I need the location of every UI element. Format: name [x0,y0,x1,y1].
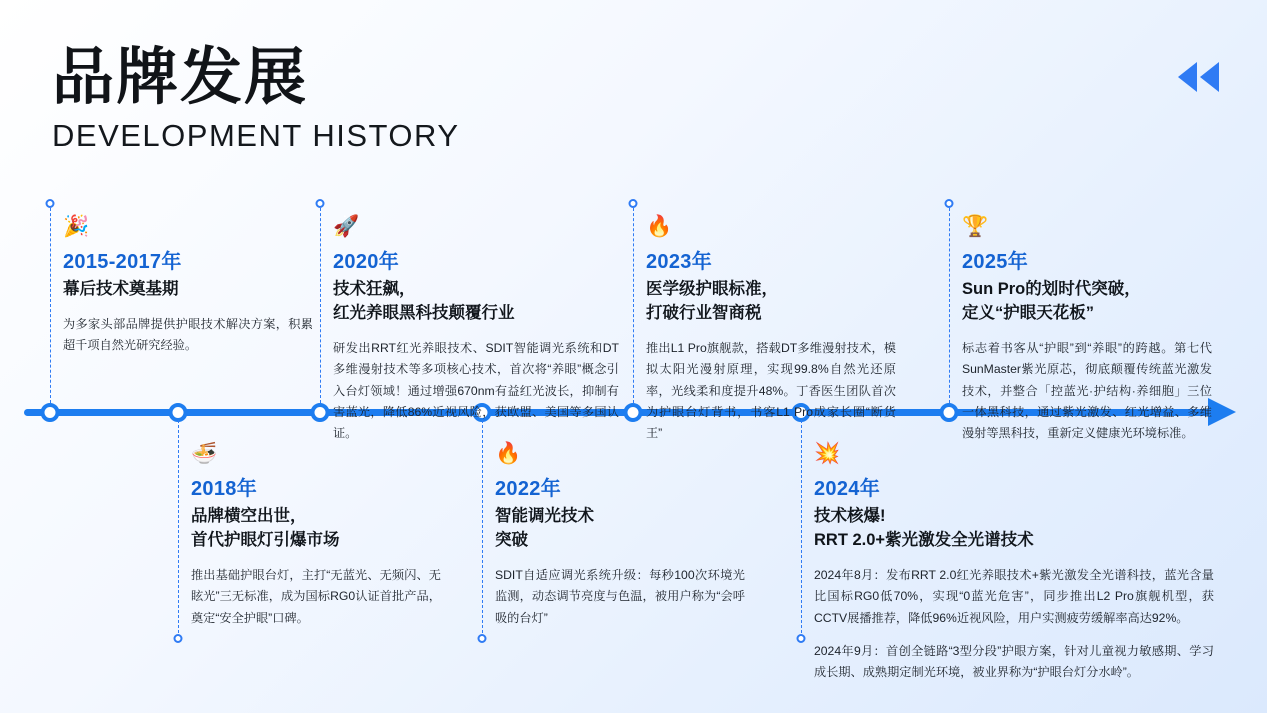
entry-heading: 幕后技术奠基期 [63,280,179,298]
connector-2024 [801,420,802,638]
entry-paragraph: 研发出RRT红光养眼技术、SDIT智能调光系统和DT多维漫射技术等多项核心技术，首次将“养眼”概念引入台灯领域！通过增强670nm有益红光波长，抑制有害蓝光，降低86%近视风险，获欧盟、美国等多国认证。 [333,340,619,441]
entry-year: 2020年 [333,251,399,273]
fire-icon: 🔥 [495,442,522,465]
entry-body [962,338,1212,445]
collision-icon: 💥 [814,442,841,465]
timeline-entry-2020[interactable] [333,216,619,445]
entry-heading: Sun Pro的划时代突破， 定义“护眼天花板” [962,280,1141,322]
trophy-icon: 🏆 [962,215,989,238]
connector-dot-2025 [945,199,954,208]
entry-year: 2015-2017年 [63,251,182,273]
entry-heading: 技术核爆! RRT 2.0+紫光激发全光谱技术 [814,507,1034,549]
entry-paragraph: 2024年8月：发布RRT 2.0红光养眼技术+紫光激发全光谱科技，蓝光含量比国标RG0低70%，实现“0蓝光危害”，同步推出L2 Pro旗舰机型，获CCTV展播推荐，降低96%近视风险，用户实测疲劳缓解率高达92%。 [814,567,1214,625]
connector-2020 [320,203,321,403]
title-english: DEVELOPMENT HISTORY [52,118,460,154]
entry-body [495,565,745,629]
title-chinese: 品牌发展 [52,43,309,112]
timeline-entry-2023[interactable] [646,216,896,445]
timeline-axis-arrow [1208,398,1236,426]
connector-2015 [50,203,51,403]
timeline-node-2015[interactable] [41,403,60,422]
entry-heading: 医学级护眼标准， 打破行业智商税 [646,280,778,322]
connector-dot-2022 [478,634,487,643]
entry-year: 2024年 [814,478,880,500]
entry-body [646,338,896,445]
rewind-triangle-left [1178,62,1197,92]
entry-heading: 智能调光技术 突破 [495,507,594,549]
timeline-entry-2015[interactable] [63,216,313,357]
entry-paragraph: 标志着书客从“护眼”到“养眼”的跨越。第七代SunMaster紫光原芯，彻底颠覆传统蓝光激发技术，并整合「控蓝光·护结构·养细胞」三位一体黑科技，通过紫光激发、红光增益、多维漫射等黑科技，重新定义健康光环境标准。 [962,340,1212,441]
fire-icon: 🔥 [646,215,673,238]
entry-paragraph: 推出基础护眼台灯，主打“无蓝光、无频闪、无眩光”三无标准，成为国标RG0认证首批产品，奠定“安全护眼”口碑。 [191,567,441,625]
connector-dot-2020 [316,199,325,208]
timeline-entry-2024[interactable] [814,443,1214,684]
connector-dot-2018 [174,634,183,643]
entry-body [333,338,619,445]
entry-heading: 品牌横空出世， 首代护眼灯引爆市场 [191,507,340,549]
entry-paragraph: 推出L1 Pro旗舰款，搭载DT多维漫射技术，模拟太阳光漫射原理，实现99.8%自然光还原率，光线柔和度提升48%。丁香医生团队首次为护眼台灯背书，书客L1 Pro成家长圈“断货王” [646,340,896,441]
party-popper-icon: 🎉 [63,215,90,238]
page-title [52,44,460,154]
entry-paragraph: 为多家头部品牌提供护眼技术解决方案，积累超千项自然光研究经验。 [63,316,313,353]
timeline-node-2025[interactable] [940,403,959,422]
timeline-node-2023[interactable] [624,403,643,422]
entry-paragraph: SDIT自适应调光系统升级：每秒100次环境光监测，动态调节亮度与色温，被用户称为“会呼吸的台灯” [495,567,745,625]
entry-year: 2023年 [646,251,712,273]
timeline-node-2020[interactable] [311,403,330,422]
noodles-icon: 🍜 [191,442,218,465]
connector-2022 [482,420,483,638]
entry-year: 2022年 [495,478,561,500]
connector-dot-2023 [629,199,638,208]
entry-body [191,565,441,629]
entry-paragraph: 2024年9月：首创全链路“3型分段”护眼方案，针对儿童视力敏感期、学习成长期、成熟期定制光环境，被业界称为“护眼台灯分水岭”。 [814,643,1214,680]
timeline-entry-2025[interactable] [962,216,1212,445]
connector-2025 [949,203,950,403]
entry-year: 2018年 [191,478,257,500]
timeline-entry-2022[interactable] [495,443,745,629]
connector-dot-2015 [46,199,55,208]
timeline-entry-2018[interactable] [191,443,441,629]
entry-body [814,565,1214,684]
rewind-icon [1178,62,1219,92]
connector-2023 [633,203,634,403]
connector-dot-2024 [797,634,806,643]
entry-year: 2025年 [962,251,1028,273]
entry-body [63,314,313,357]
rewind-triangle-right [1200,62,1219,92]
connector-2018 [178,420,179,638]
entry-heading: 技术狂飙， 红光养眼黑科技颠覆行业 [333,280,515,322]
rocket-icon: 🚀 [333,215,360,238]
